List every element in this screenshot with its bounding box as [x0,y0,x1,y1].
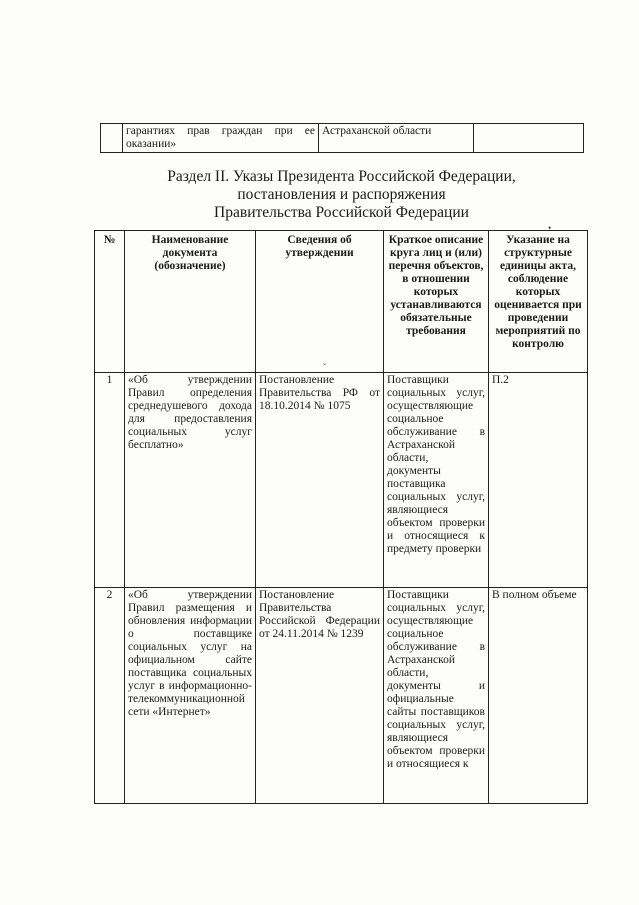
table-row [95,588,588,804]
header-reference: Указание на структурные единицы акта, соблюдение которых оценивается при проведении мероприятий по контролю [489,231,588,373]
documents-table [94,230,588,804]
header-description: Краткое описание круга лиц и (или) перечня объектов, в отношении которых устанавливаются обязательные требования [384,231,489,373]
row-name: «Об утверждении Правил размещения и обновления информации о поставщике социальных услуг на официальном сайте поставщика социальных услуг в информационно-телекоммуникационной сети «Интернет» [125,588,256,804]
section-heading-line: постановления и распоряжения [237,186,446,203]
table-cell: гарантиях прав граждан при ее оказании» [123,124,319,153]
table-cell: Астраханской области [319,124,474,153]
table-row [95,373,588,588]
header-approval: Сведения об утверждении [256,231,384,373]
table-row [101,124,584,153]
table-cell [474,124,584,153]
section-heading-line: Правительства Российской Федерации [214,204,469,221]
row-reference: В полном объеме [489,588,588,804]
row-description: Поставщики социальных услуг, осуществляющие социальное обслуживание в Астраханской области, документы поставщика социальных услуг, являющиеся объектом проверки и относящиеся к предмету проверки [384,373,489,588]
row-reference: П.2 [489,373,588,588]
header-name: Наименование документа (обозначение) [125,231,256,373]
table-header-row [95,231,588,373]
continuation-table [100,123,584,153]
pen-mark: • [548,223,552,233]
header-num: № [95,231,125,373]
row-approval: Постановление Правительства Российской Федерации от 24.11.2014 № 1239 [256,588,384,804]
pen-mark: ˇ [323,362,326,372]
table-cell-empty [101,124,123,153]
row-num: 1 [95,373,125,588]
section-heading [100,168,583,222]
row-approval: Постановление Правительства РФ от 18.10.2014 № 1075 [256,373,384,588]
row-name: «Об утверждении Правил определения среднедушевого дохода для предоставления социальных услуг бесплатно» [125,373,256,588]
row-description: Поставщики социальных услуг, осуществляющие социальное обслуживание в Астраханской области, документы и официальные сайты поставщиков социальных услуг, являющиеся объектом проверки и относящиеся к [384,588,489,804]
section-heading-line: Раздел II. Указы Президента Российской Федерации, [167,168,516,185]
row-num: 2 [95,588,125,804]
